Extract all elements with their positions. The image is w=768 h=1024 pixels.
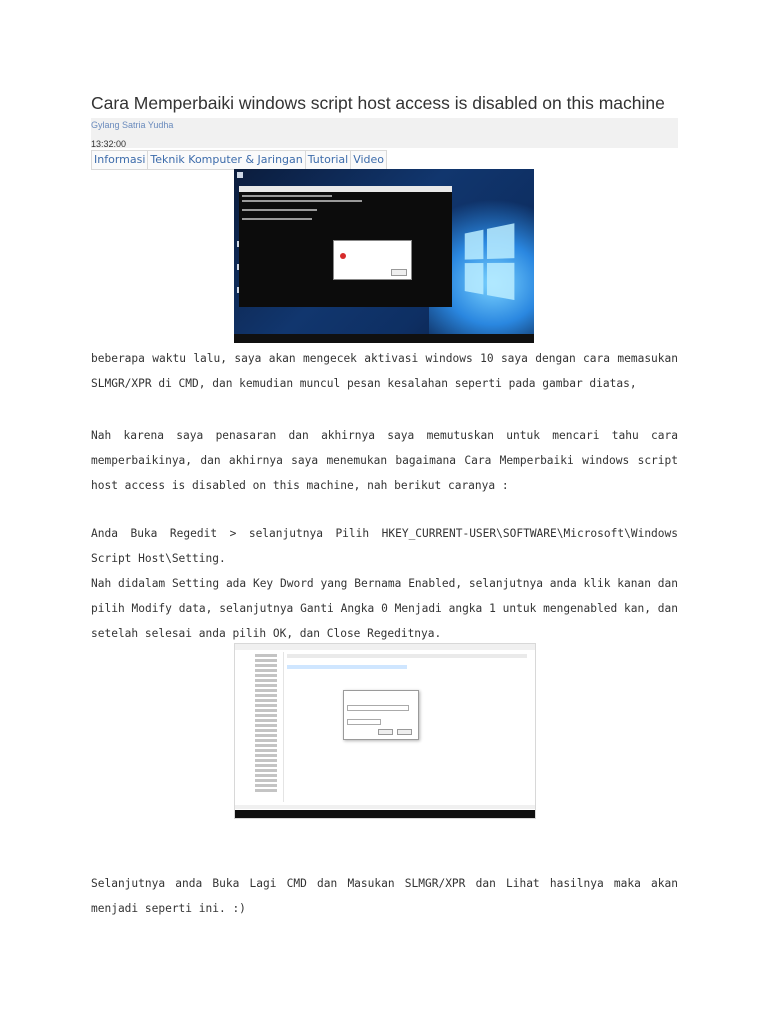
cancel-button-image [397, 729, 412, 735]
screenshot-cmd-error [234, 169, 534, 343]
post-time: 13:32:00 [91, 139, 127, 149]
ok-button-image [378, 729, 393, 735]
regedit-titlebar [235, 644, 535, 650]
desktop-icon [237, 172, 243, 178]
tag-informasi[interactable]: Informasi [94, 153, 146, 166]
article-title: Cara Memperbaiki windows script host access is disabled on this machine [91, 93, 665, 113]
taskbar [235, 810, 535, 818]
error-dialog [333, 240, 412, 280]
paragraph-1: beberapa waktu lalu, saya akan mengecek aktivasi windows 10 saya dengan cara memasukan SLMGR/XPR di CMD, dan kemudian muncul pesan kesalahan seperti pada gambar diatas, [91, 352, 678, 390]
selected-value-row [287, 665, 407, 669]
paragraph-3: Anda Buka Regedit > selanjutnya Pilih HKEY_CURRENT-USER\SOFTWARE\Microsoft\Windows Script Host\Setting. [91, 527, 678, 565]
author-link[interactable]: Gylang Satria Yudha [91, 120, 174, 130]
value-columns [287, 654, 527, 658]
paragraph-5: Selanjutnya anda Buka Lagi CMD dan Masukan SLMGR/XPR dan Lihat hasilnya maka akan menjadi seperti ini. :) [91, 877, 678, 915]
regedit-statusbar [235, 805, 535, 809]
edit-dword-dialog [343, 690, 419, 740]
ok-button-image [391, 269, 407, 276]
taskbar [234, 334, 534, 343]
error-icon [340, 253, 346, 259]
screenshot-regedit [234, 643, 536, 819]
windows-logo-icon [465, 223, 516, 305]
value-name-field [347, 705, 409, 711]
value-data-field [347, 719, 381, 725]
meta-bar [91, 118, 678, 148]
paragraph-4: Nah didalam Setting ada Key Dword yang Bernama Enabled, selanjutnya anda klik kanan dan pilih Modify data, selanjutnya Ganti Angka 0 Menjadi angka 1 untuk mengenabled kan, dan setelah selesai anda pilih OK, dan Close Regeditnya. [91, 577, 678, 640]
tag-list [91, 150, 387, 170]
tag-teknik-komputer[interactable]: Teknik Komputer & Jaringan [147, 151, 304, 169]
registry-tree [235, 652, 284, 802]
tag-video[interactable]: Video [350, 151, 386, 169]
tag-tutorial[interactable]: Tutorial [305, 151, 350, 169]
paragraph-2: Nah karena saya penasaran dan akhirnya saya memutuskan untuk mencari tahu cara memperbaikinya, dan akhirnya saya menemukan bagaimana Cara Memperbaiki windows script host access is disabled on this machine, nah berikut caranya : [91, 429, 678, 492]
